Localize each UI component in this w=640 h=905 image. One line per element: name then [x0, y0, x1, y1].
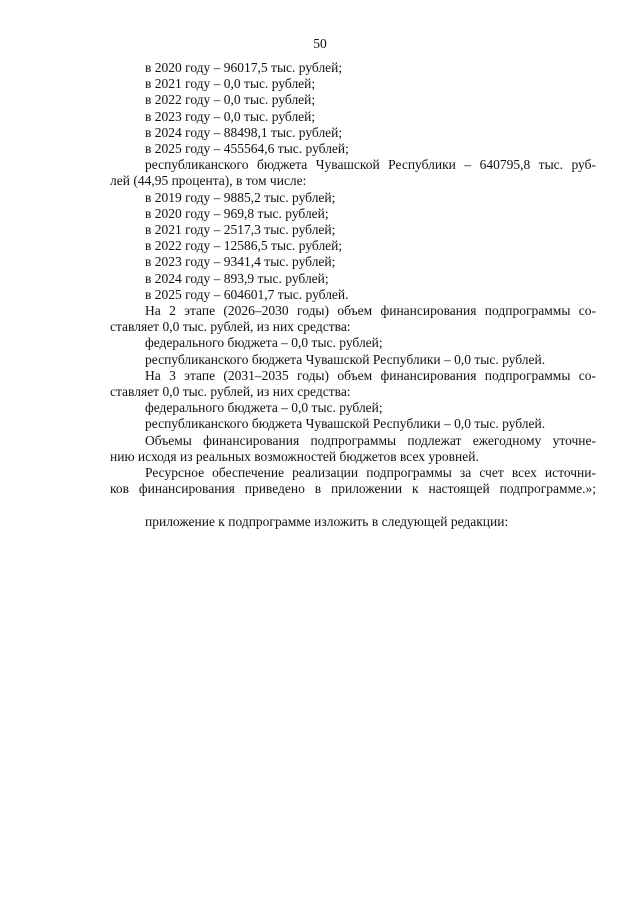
text-line: в 2022 году – 12586,5 тыс. рублей;	[145, 238, 343, 254]
text-line: в 2023 году – 9341,4 тыс. рублей;	[145, 254, 336, 270]
paragraph-gap	[110, 497, 596, 514]
text-line: в 2020 году – 96017,5 тыс. рублей;	[145, 60, 343, 75]
text-line: республиканского бюджета Чувашской Республики – 0,0 тыс. рублей.	[145, 351, 546, 367]
text-line: Объемы финансирования подпрограммы подлежат ежегодному уточне-	[145, 432, 596, 448]
text-line: лей (44,95 процента), в том числе:	[110, 173, 307, 189]
text-line: в 2025 году – 455564,6 тыс. рублей;	[145, 141, 349, 157]
text-line: республиканского бюджета Чувашской Республики – 0,0 тыс. рублей.	[145, 416, 546, 432]
text-line: ставляет 0,0 тыс. рублей, из них средства:	[110, 319, 351, 335]
text-line: в 2021 году – 2517,3 тыс. рублей;	[145, 222, 336, 238]
text-line: республиканского бюджета Чувашской Республики – 640795,8 тыс. руб-	[145, 157, 596, 173]
document-body	[110, 60, 596, 531]
text-line: в 2019 году – 9885,2 тыс. рублей;	[145, 189, 336, 205]
text-line: в 2023 году – 0,0 тыс. рублей;	[145, 108, 316, 124]
text-line: в 2021 году – 0,0 тыс. рублей;	[145, 76, 316, 92]
text-line: нию исходя из реальных возможностей бюджетов всех уровней.	[110, 448, 479, 464]
page-number: 50	[313, 36, 327, 51]
text-line: в 2025 году – 604601,7 тыс. рублей.	[145, 286, 349, 302]
text-line: На 2 этапе (2026–2030 годы) объем финансирования подпрограммы со-	[145, 303, 596, 319]
text-line: федерального бюджета – 0,0 тыс. рублей;	[145, 400, 383, 416]
text-line: в 2024 году – 893,9 тыс. рублей;	[145, 270, 329, 286]
text-line: приложение к подпрограмме изложить в следующей редакции:	[145, 514, 509, 530]
text-line: в 2020 году – 969,8 тыс. рублей;	[145, 205, 329, 221]
text-line: ков финансирования приведено в приложении к настоящей подпрограмме.»;	[110, 481, 596, 497]
text-line: Ресурсное обеспечение реализации подпрограммы за счет всех источни-	[145, 465, 596, 481]
text-line: в 2022 году – 0,0 тыс. рублей;	[145, 92, 316, 108]
text-line: ставляет 0,0 тыс. рублей, из них средства:	[110, 384, 351, 400]
text-line: в 2024 году – 88498,1 тыс. рублей;	[145, 124, 343, 140]
text-line: На 3 этапе (2031–2035 годы) объем финансирования подпрограммы со-	[145, 367, 596, 383]
text-line: федерального бюджета – 0,0 тыс. рублей;	[145, 335, 383, 351]
